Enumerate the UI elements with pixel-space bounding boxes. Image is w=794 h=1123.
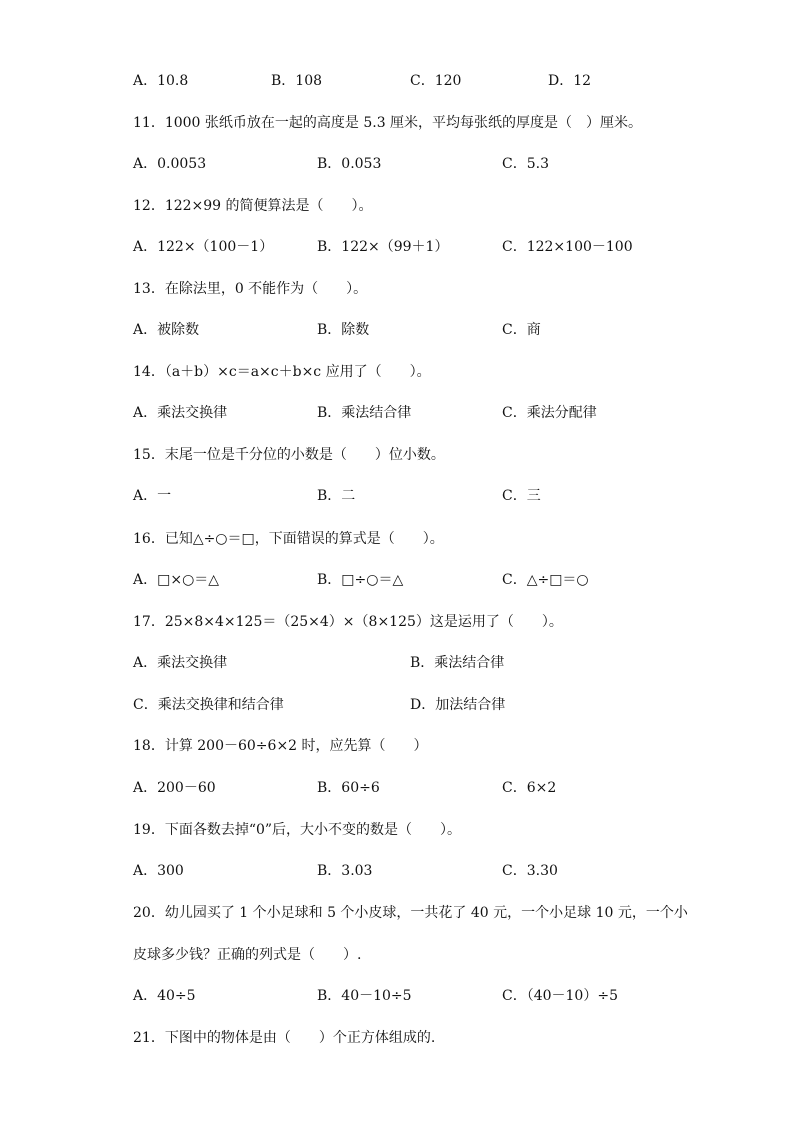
question-text: 20．幼儿园买了 1 个小足球和 5 个小皮球，一共花了 40 元，一个小足球 10 元，一个小	[133, 905, 688, 921]
answer-option: A．10.8	[133, 73, 189, 89]
question-text: 11．1000 张纸币放在一起的高度是 5.3 厘米，平均每张纸的厚度是（ ）厘米。	[133, 115, 643, 131]
question-text: 19．下面各数去掉“0”后，大小不变的数是（ ）。	[133, 822, 462, 838]
question-text: 14．（a＋b）×c＝a×c＋b×c 应用了（ ）。	[133, 364, 431, 380]
answer-option: B．122×（99＋1）	[317, 239, 449, 255]
question-text: 12．122×99 的简便算法是（ ）。	[133, 198, 373, 214]
answer-option: B．40－10÷5	[317, 988, 412, 1004]
answer-option: B．□÷○＝△	[317, 572, 404, 588]
question-text: 皮球多少钱？正确的列式是（ ）.	[133, 947, 362, 963]
question-text: 17．25×8×4×125＝（25×4）×（8×125）这是运用了（ ）。	[133, 614, 563, 630]
answer-option: A．乘法交换律	[133, 405, 228, 421]
answer-option: C．△÷□＝○	[502, 572, 589, 588]
question-text: 21．下图中的物体是由（ ）个正方体组成的.	[133, 1030, 436, 1046]
answer-option: D．加法结合律	[410, 697, 506, 713]
answer-option: C．乘法分配律	[502, 405, 597, 421]
answer-option: A．200－60	[133, 780, 216, 796]
answer-option: B．0.053	[317, 156, 382, 172]
answer-option: A．一	[133, 488, 172, 504]
answer-option: B．乘法结合律	[410, 655, 505, 671]
question-text: 13．在除法里，0 不能作为（ ）。	[133, 281, 368, 297]
answer-option: A．122×（100－1）	[133, 239, 274, 255]
answer-option: C．乘法交换律和结合律	[133, 697, 284, 713]
answer-option: C．120	[410, 73, 462, 89]
answer-option: C．（40－10）÷5	[502, 988, 618, 1004]
answer-option: B．108	[271, 73, 323, 89]
question-text: 16．已知△÷○＝□，下面错误的算式是（ ）。	[133, 531, 444, 547]
answer-option: A．□×○＝△	[133, 572, 220, 588]
answer-option: C．5.3	[502, 156, 549, 172]
answer-option: B．60÷6	[317, 780, 380, 796]
answer-option: B．乘法结合律	[317, 405, 412, 421]
answer-option: C．三	[502, 488, 541, 504]
answer-option: C．商	[502, 322, 541, 338]
answer-option: A．0.0053	[133, 156, 207, 172]
answer-option: A．乘法交换律	[133, 655, 228, 671]
answer-option: C．122×100－100	[502, 239, 633, 255]
answer-option: D．12	[548, 73, 592, 89]
question-text: 15．末尾一位是千分位的小数是（ ）位小数。	[133, 447, 445, 463]
answer-option: B．除数	[317, 322, 370, 338]
question-text: 18．计算 200－60÷6×2 时，应先算（ ）	[133, 738, 428, 754]
answer-option: B．3.03	[317, 863, 373, 879]
answer-option: A．40÷5	[133, 988, 196, 1004]
answer-option: A．300	[133, 863, 184, 879]
answer-option: C．6×2	[502, 780, 557, 796]
answer-option: A．被除数	[133, 322, 200, 338]
answer-option: B．二	[317, 488, 356, 504]
answer-option: C．3.30	[502, 863, 558, 879]
